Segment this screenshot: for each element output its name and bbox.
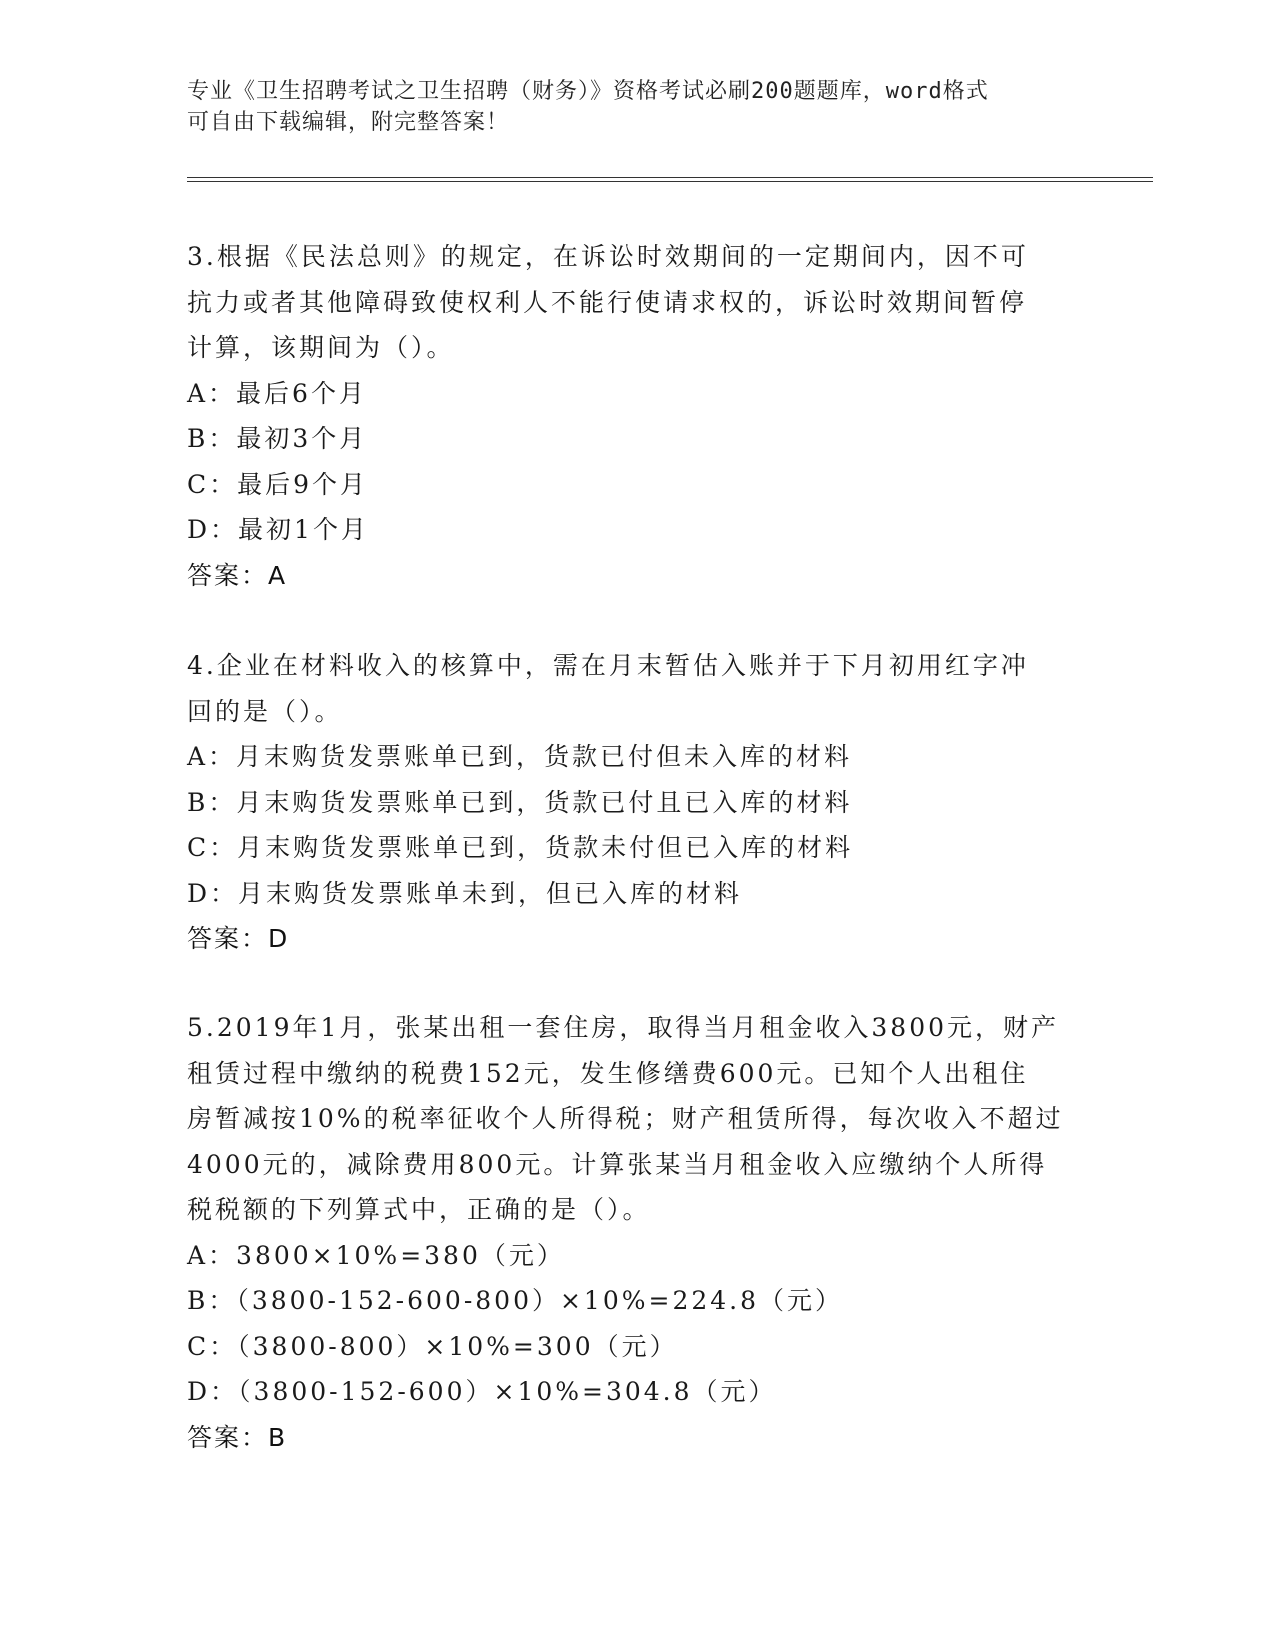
option-a: A：月末购货发票账单已到，货款已付但未入库的材料 xyxy=(187,742,853,771)
option-a: A：3800×10%=380（元） xyxy=(187,1240,565,1270)
answer-line: 答案：D xyxy=(187,924,290,953)
answer-line: 答案：A xyxy=(187,560,288,590)
option-b: B：最初3个月 xyxy=(187,424,368,453)
question-stem-line: 3.根据《民法总则》的规定，在诉讼时效期间的一定期间内，因不可 xyxy=(187,242,1029,271)
question-stem-line: 4.企业在材料收入的核算中，需在月末暂估入账并于下月初用红字冲 xyxy=(187,651,1029,680)
question-4 xyxy=(187,643,1087,962)
option-c: C：最后9个月 xyxy=(187,469,369,499)
question-stem-line: 4000元的，减除费用800元。计算张某当月租金收入应缴纳个人所得 xyxy=(187,1149,1048,1179)
question-5 xyxy=(187,1005,1087,1460)
header-title-line-1: 专业《卫生招聘考试之卫生招聘（财务）》资格考试必刷200题题库，word格式 xyxy=(187,79,989,104)
option-d: D：最初1个月 xyxy=(187,515,369,544)
option-c: C：月末购货发票账单已到，货款未付但已入库的材料 xyxy=(187,833,854,862)
question-stem xyxy=(187,643,1087,734)
question-stem-line: 房暂减按10%的税率征收个人所得税；财产租赁所得，每次收入不超过 xyxy=(187,1104,1064,1133)
answer-line: 答案：B xyxy=(187,1422,288,1452)
question-stem xyxy=(187,234,1087,371)
question-stem-line: 5.2019年1月，张某出租一套住房，取得当月租金收入3800元，财产 xyxy=(187,1013,1060,1042)
option-a: A：最后6个月 xyxy=(187,378,367,408)
document-header xyxy=(187,76,1067,138)
header-divider-bottom xyxy=(187,181,1153,182)
option-b: B：（3800-152-600-800）×10%=224.8（元） xyxy=(187,1286,844,1315)
question-stem xyxy=(187,1005,1087,1233)
question-stem-line: 计算，该期间为（）。 xyxy=(187,333,455,362)
header-title-line-2: 可自由下载编辑，附完整答案！ xyxy=(187,110,510,135)
question-stem-line: 租赁过程中缴纳的税费152元，发生修缮费600元。已知个人出租住 xyxy=(187,1058,1029,1088)
option-d: D：（3800-152-600）×10%=304.8（元） xyxy=(187,1377,777,1406)
option-d: D：月末购货发票账单未到，但已入库的材料 xyxy=(187,878,743,908)
question-stem-line: 抗力或者其他障碍致使权利人不能行使请求权的，诉讼时效期间暂停 xyxy=(187,287,1028,317)
option-c: C：（3800-800）×10%=300（元） xyxy=(187,1331,678,1361)
header-divider-top xyxy=(187,177,1153,178)
question-stem-line: 回的是（）。 xyxy=(187,696,343,726)
option-b: B：月末购货发票账单已到，货款已付且已入库的材料 xyxy=(187,787,853,817)
question-stem-line: 税税额的下列算式中，正确的是（）。 xyxy=(187,1195,651,1224)
question-3 xyxy=(187,234,1087,598)
